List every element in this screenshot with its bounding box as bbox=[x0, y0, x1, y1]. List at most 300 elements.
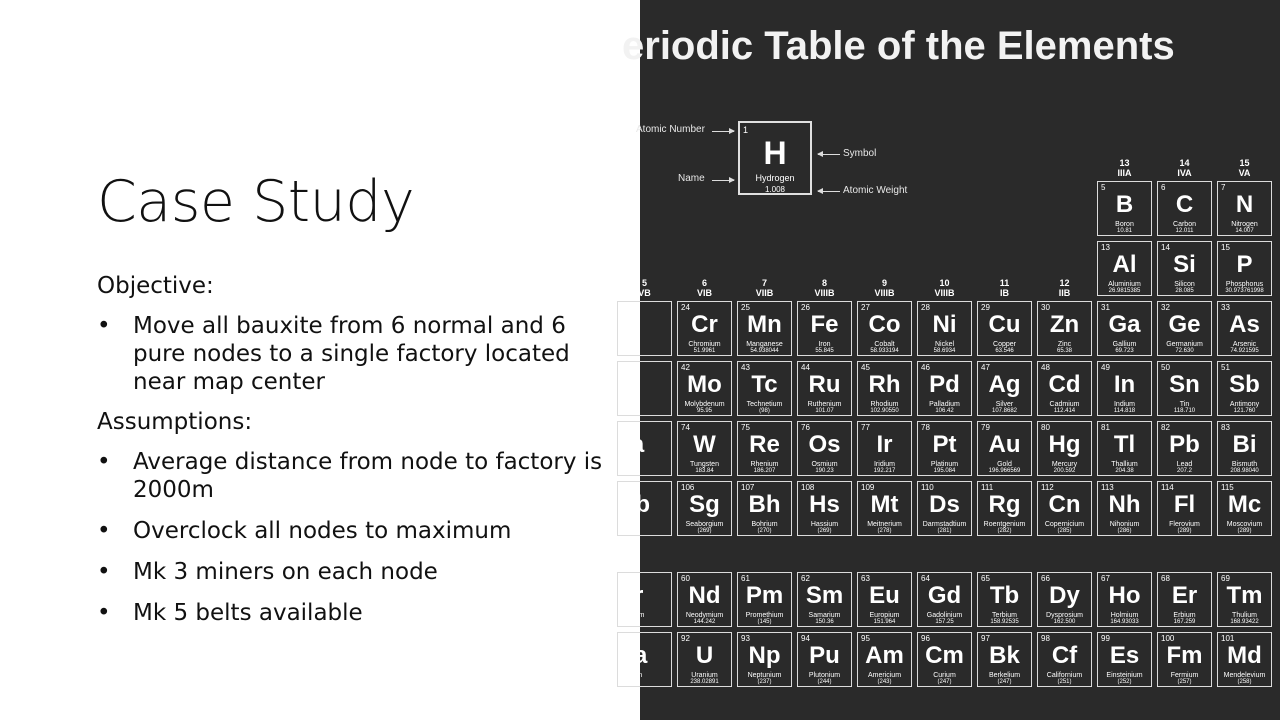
list-item-text: Mk 5 belts available bbox=[133, 600, 363, 626]
element-weight: (98) bbox=[759, 408, 770, 414]
bullet-icon: • bbox=[97, 313, 111, 339]
element-cell bbox=[797, 632, 852, 687]
element-name: Palladium bbox=[929, 401, 960, 408]
group-header bbox=[1217, 158, 1272, 178]
element-cell bbox=[677, 301, 732, 356]
element-symbol: Co bbox=[868, 311, 901, 338]
element-cell bbox=[917, 421, 972, 476]
element-cell bbox=[1157, 241, 1212, 296]
element-cell bbox=[677, 481, 732, 536]
element-weight: 118.710 bbox=[1173, 408, 1196, 414]
element-weight: 54.938044 bbox=[750, 348, 779, 354]
element-weight: 121.760 bbox=[1233, 408, 1256, 414]
list-item bbox=[97, 448, 607, 504]
element-number: 109 bbox=[861, 483, 875, 492]
group-label: VIB bbox=[696, 288, 712, 298]
element-weight: 03588 bbox=[620, 679, 637, 685]
element-weight: (247) bbox=[937, 679, 952, 685]
element-name: Curium bbox=[933, 672, 956, 679]
element-name: Technetium bbox=[746, 401, 783, 408]
element-weight: 4788 bbox=[620, 468, 634, 474]
element-name: Gadolinium bbox=[926, 612, 963, 619]
element-number: 68 bbox=[1161, 574, 1170, 583]
element-name: Cobalt bbox=[874, 341, 895, 348]
element-symbol: Pa bbox=[618, 642, 648, 669]
element-cell bbox=[1037, 301, 1092, 356]
element-symbol: Tl bbox=[1113, 431, 1136, 458]
element-weight: 107.8682 bbox=[991, 408, 1018, 414]
element-number: 44 bbox=[801, 363, 810, 372]
element-symbol: Er bbox=[1171, 582, 1198, 609]
arrow-icon bbox=[818, 154, 840, 155]
element-name: Aluminium bbox=[1108, 281, 1141, 288]
element-number: 98 bbox=[1041, 634, 1050, 643]
group-number: 10 bbox=[939, 278, 950, 288]
objective-heading: Objective: bbox=[97, 273, 214, 299]
element-name: Fermium bbox=[1170, 672, 1199, 679]
element-cell bbox=[1037, 481, 1092, 536]
element-cell bbox=[677, 572, 732, 627]
element-cell bbox=[977, 361, 1032, 416]
element-number: 96 bbox=[921, 634, 930, 643]
element-number: 15 bbox=[1221, 243, 1230, 252]
element-cell bbox=[737, 301, 792, 356]
element-symbol: Pr bbox=[618, 582, 644, 609]
element-weight: 68) bbox=[620, 528, 629, 534]
element-symbol: Cf bbox=[1051, 642, 1078, 669]
element-symbol: Mn bbox=[747, 311, 782, 338]
element-weight: (286) bbox=[1117, 528, 1132, 534]
element-name: Bohrium bbox=[751, 521, 778, 528]
element-weight: 186.207 bbox=[753, 468, 776, 474]
element-symbol: Ni bbox=[932, 311, 957, 338]
element-symbol: Tc bbox=[751, 371, 778, 398]
element-weight: 157.25 bbox=[935, 619, 954, 625]
element-number: 24 bbox=[681, 303, 690, 312]
element-symbol: Tb bbox=[989, 582, 1020, 609]
assumptions-list bbox=[97, 448, 607, 627]
group-number: 8 bbox=[821, 278, 827, 288]
element-symbol: Cm bbox=[925, 642, 964, 669]
element-symbol: Pt bbox=[932, 431, 957, 458]
legend-number: 1 bbox=[743, 125, 749, 135]
element-symbol: Pb bbox=[1169, 431, 1200, 458]
element-weight: 106.42 bbox=[935, 408, 954, 414]
element-name: Seaborgium bbox=[685, 521, 724, 528]
element-symbol: Pd bbox=[929, 371, 960, 398]
element-name: Flerovium bbox=[1169, 521, 1200, 528]
element-number: 74 bbox=[681, 423, 690, 432]
element-symbol: Am bbox=[865, 642, 904, 669]
element-weight: 150.36 bbox=[815, 619, 834, 625]
element-cell bbox=[1037, 421, 1092, 476]
list-item-text: Move all bauxite from 6 normal and 6 pure nodes to a single factory located near map center bbox=[133, 313, 570, 395]
element-cell bbox=[737, 481, 792, 536]
element-name: Gold bbox=[997, 461, 1012, 468]
element-weight: 158.92535 bbox=[990, 619, 1019, 625]
element-weight: 26.9815385 bbox=[1108, 288, 1141, 294]
element-cell bbox=[1217, 181, 1272, 236]
element-symbol: Gd bbox=[927, 582, 962, 609]
element-number: 13 bbox=[1101, 243, 1110, 252]
element-name: Chromium bbox=[688, 341, 721, 348]
element-number: 80 bbox=[1041, 423, 1050, 432]
element-number: 108 bbox=[801, 483, 815, 492]
element-cell bbox=[1217, 481, 1272, 536]
element-weight: 190.23 bbox=[815, 468, 834, 474]
element-symbol: Sb bbox=[1229, 371, 1260, 398]
group-label: VIIIB bbox=[874, 288, 895, 298]
element-cell bbox=[617, 361, 672, 416]
element-name: Copper bbox=[993, 341, 1016, 348]
element-cell bbox=[1097, 632, 1152, 687]
element-weight: 95.95 bbox=[696, 408, 712, 414]
element-weight: (278) bbox=[877, 528, 892, 534]
legend-name-label: Name bbox=[678, 173, 705, 184]
element-symbol: Os bbox=[808, 431, 841, 458]
element-number: 82 bbox=[1161, 423, 1170, 432]
element-weight: (282) bbox=[997, 528, 1012, 534]
element-number: 112 bbox=[1041, 483, 1054, 492]
element-number: 95 bbox=[861, 634, 870, 643]
element-weight: 14.007 bbox=[1235, 228, 1254, 234]
element-number: 7 bbox=[1221, 183, 1226, 192]
group-label: IIB bbox=[1058, 288, 1071, 298]
element-weight: 207.2 bbox=[1176, 468, 1192, 474]
element-cell bbox=[617, 301, 672, 356]
arrow-icon bbox=[712, 180, 734, 181]
group-label: IVA bbox=[1177, 168, 1192, 178]
element-weight: 65.38 bbox=[1056, 348, 1072, 354]
element-symbol: Si bbox=[1173, 251, 1196, 278]
element-cell bbox=[797, 481, 852, 536]
element-name: Nihonium bbox=[1109, 521, 1140, 528]
group-number: 11 bbox=[999, 278, 1010, 288]
element-symbol: Al bbox=[1112, 251, 1137, 278]
element-cell bbox=[617, 421, 672, 476]
element-symbol: Tm bbox=[1226, 582, 1263, 609]
assumptions-heading: Assumptions: bbox=[97, 409, 253, 435]
group-label: VIIIB bbox=[934, 288, 955, 298]
element-weight: (269) bbox=[697, 528, 712, 534]
element-symbol: P bbox=[1236, 251, 1253, 278]
element-weight: 164.93033 bbox=[1110, 619, 1139, 625]
list-item bbox=[97, 517, 607, 545]
element-weight: 58.933194 bbox=[870, 348, 899, 354]
group-header bbox=[677, 278, 732, 298]
element-name: Platinum bbox=[930, 461, 959, 468]
element-cell bbox=[677, 361, 732, 416]
element-name: Meitnerium bbox=[867, 521, 902, 528]
element-number: 47 bbox=[981, 363, 990, 372]
element-weight: 162.500 bbox=[1053, 619, 1076, 625]
element-cell bbox=[1097, 572, 1152, 627]
element-number: 60 bbox=[681, 574, 690, 583]
element-symbol: Eu bbox=[869, 582, 900, 609]
element-number: 97 bbox=[981, 634, 990, 643]
element-number: 42 bbox=[681, 363, 690, 372]
element-weight: (269) bbox=[817, 528, 832, 534]
element-cell bbox=[1217, 572, 1272, 627]
group-number: 5 bbox=[641, 278, 647, 288]
element-name: Germanium bbox=[1166, 341, 1203, 348]
element-weight: 192.217 bbox=[873, 468, 896, 474]
element-name: Rhodium bbox=[870, 401, 899, 408]
group-label: VIIB bbox=[755, 288, 774, 298]
element-cell bbox=[917, 301, 972, 356]
element-cell bbox=[797, 301, 852, 356]
element-name: Molybdenum bbox=[684, 401, 725, 408]
element-name: Osmium bbox=[811, 461, 838, 468]
element-number: 45 bbox=[861, 363, 870, 372]
element-name: Terbium bbox=[992, 612, 1017, 619]
legend-name: Hydrogen bbox=[755, 173, 795, 183]
element-symbol: In bbox=[1113, 371, 1136, 398]
element-number: 65 bbox=[981, 574, 990, 583]
element-number: 49 bbox=[1101, 363, 1110, 372]
element-weight: 144.242 bbox=[693, 619, 716, 625]
element-cell bbox=[797, 572, 852, 627]
group-header bbox=[1157, 158, 1212, 178]
element-cell bbox=[617, 632, 672, 687]
legend-atomic-number-label: Atomic Number bbox=[636, 124, 705, 135]
element-symbol: Ag bbox=[988, 371, 1021, 398]
group-number: 7 bbox=[761, 278, 767, 288]
element-symbol: Sg bbox=[689, 491, 720, 518]
group-label: IIIA bbox=[1117, 168, 1132, 178]
list-item bbox=[97, 558, 607, 586]
element-number: 79 bbox=[981, 423, 990, 432]
element-name: Gallium bbox=[1112, 341, 1137, 348]
element-symbol: C bbox=[1175, 191, 1194, 218]
element-name: Mendelevium bbox=[1223, 672, 1266, 679]
element-symbol: Sm bbox=[805, 582, 844, 609]
element-symbol: Bi bbox=[1232, 431, 1257, 458]
group-number: 14 bbox=[1179, 158, 1190, 168]
element-name: Phosphorus bbox=[1225, 281, 1264, 288]
element-cell bbox=[1097, 421, 1152, 476]
element-name: Uranium bbox=[691, 672, 718, 679]
element-weight: 183.84 bbox=[695, 468, 714, 474]
element-symbol: Ho bbox=[1108, 582, 1141, 609]
group-header bbox=[977, 278, 1032, 298]
element-symbol: Cu bbox=[988, 311, 1021, 338]
element-name: Californium bbox=[1046, 672, 1083, 679]
group-header bbox=[617, 278, 672, 298]
element-cell bbox=[977, 301, 1032, 356]
element-symbol: Hg bbox=[1048, 431, 1081, 458]
group-header bbox=[797, 278, 852, 298]
element-number: 76 bbox=[801, 423, 810, 432]
element-cell bbox=[1157, 361, 1212, 416]
element-number: 63 bbox=[861, 574, 870, 583]
element-number: 115 bbox=[1221, 483, 1234, 492]
element-weight: 58.6934 bbox=[933, 348, 956, 354]
element-name: Cadmium bbox=[1049, 401, 1080, 408]
objective-list bbox=[97, 312, 607, 396]
element-weight: (252) bbox=[1117, 679, 1132, 685]
element-cell bbox=[677, 632, 732, 687]
element-symbol: U bbox=[695, 642, 714, 669]
element-symbol: Nh bbox=[1108, 491, 1141, 518]
element-cell bbox=[1217, 361, 1272, 416]
element-name: Americium bbox=[867, 672, 902, 679]
element-symbol: Re bbox=[749, 431, 780, 458]
element-cell bbox=[977, 572, 1032, 627]
element-symbol: Ge bbox=[1168, 311, 1201, 338]
element-number: 110 bbox=[921, 483, 934, 492]
group-label: VB bbox=[638, 288, 651, 298]
element-weight: 151.964 bbox=[873, 619, 896, 625]
element-weight: 168.93422 bbox=[1230, 619, 1259, 625]
element-number: 43 bbox=[741, 363, 750, 372]
element-weight: (237) bbox=[757, 679, 772, 685]
element-number: 27 bbox=[861, 303, 870, 312]
element-symbol: Ir bbox=[876, 431, 893, 458]
group-header bbox=[737, 278, 792, 298]
element-name: Plutonium bbox=[808, 672, 841, 679]
element-weight: (243) bbox=[877, 679, 892, 685]
element-number: 77 bbox=[861, 423, 870, 432]
element-cell bbox=[1217, 241, 1272, 296]
periodic-table-title: eriodic Table of the Elements bbox=[622, 24, 1175, 68]
element-symbol: Ds bbox=[929, 491, 960, 518]
element-number: 94 bbox=[801, 634, 810, 643]
group-number: 15 bbox=[1239, 158, 1250, 168]
element-symbol: Nd bbox=[688, 582, 721, 609]
element-name: Tungsten bbox=[690, 461, 719, 468]
element-weight: (289) bbox=[1237, 528, 1252, 534]
slide-title: Case Study bbox=[97, 169, 415, 235]
element-name: Indium bbox=[1113, 401, 1135, 408]
element-symbol: N bbox=[1235, 191, 1254, 218]
element-name: Nickel bbox=[934, 341, 955, 348]
element-weight: 208.98040 bbox=[1230, 468, 1259, 474]
element-name: Antimony bbox=[1229, 401, 1260, 408]
element-name: Manganese bbox=[746, 341, 783, 348]
legend-weight: 1.008 bbox=[764, 185, 786, 194]
element-symbol: Ga bbox=[1108, 311, 1141, 338]
element-cell bbox=[1097, 241, 1152, 296]
element-weight: 238.02891 bbox=[690, 679, 719, 685]
element-cell bbox=[857, 481, 912, 536]
element-symbol: As bbox=[1229, 311, 1260, 338]
element-cell bbox=[917, 572, 972, 627]
element-name: alum bbox=[620, 461, 636, 468]
element-name: Lead bbox=[1176, 461, 1193, 468]
element-cell bbox=[857, 301, 912, 356]
element-symbol: Mc bbox=[1227, 491, 1262, 518]
element-number: 106 bbox=[681, 483, 695, 492]
element-weight: 9415 bbox=[620, 348, 634, 354]
group-label: IB bbox=[1000, 288, 1009, 298]
element-cell bbox=[677, 421, 732, 476]
element-weight: (289) bbox=[1177, 528, 1192, 534]
element-symbol: Ta bbox=[618, 431, 645, 458]
periodic-table-image bbox=[618, 0, 1280, 720]
element-name: Boron bbox=[1115, 221, 1134, 228]
element-cell bbox=[1157, 421, 1212, 476]
element-cell bbox=[617, 572, 672, 627]
element-symbol: Rh bbox=[868, 371, 901, 398]
element-number: 100 bbox=[1161, 634, 1175, 643]
element-symbol: Mt bbox=[870, 491, 899, 518]
bullet-icon: • bbox=[97, 518, 111, 544]
element-name: Rhenium bbox=[750, 461, 779, 468]
element-symbol: Fm bbox=[1166, 642, 1203, 669]
element-weight: 63.546 bbox=[995, 348, 1014, 354]
element-name: Carbon bbox=[1173, 221, 1196, 228]
arrow-icon bbox=[818, 191, 840, 192]
element-weight: 12.011 bbox=[1175, 228, 1194, 234]
list-item bbox=[97, 312, 607, 396]
element-weight: 74.921595 bbox=[1230, 348, 1259, 354]
group-number: 12 bbox=[1059, 278, 1070, 288]
element-cell bbox=[1217, 301, 1272, 356]
element-weight: 101.07 bbox=[815, 408, 834, 414]
element-number: 64 bbox=[921, 574, 930, 583]
element-number: 29 bbox=[981, 303, 990, 312]
element-symbol: V bbox=[618, 311, 635, 338]
element-cell bbox=[1157, 301, 1212, 356]
element-weight: (270) bbox=[757, 528, 772, 534]
element-name: dymium bbox=[620, 612, 645, 619]
element-symbol: Dy bbox=[1049, 582, 1080, 609]
element-weight: 102.90550 bbox=[870, 408, 899, 414]
element-cell bbox=[977, 421, 1032, 476]
legend-symbol-label: Symbol bbox=[843, 148, 877, 159]
element-symbol: Rg bbox=[988, 491, 1021, 518]
group-number: 13 bbox=[1119, 158, 1130, 168]
element-symbol: B bbox=[1115, 191, 1134, 218]
element-weight: 204.38 bbox=[1115, 468, 1134, 474]
element-cell bbox=[1097, 181, 1152, 236]
element-number: 14 bbox=[1161, 243, 1170, 252]
element-number: 111 bbox=[981, 483, 994, 492]
element-name: Neptunium bbox=[747, 672, 782, 679]
element-cell bbox=[977, 632, 1032, 687]
element-name: Arsenic bbox=[1232, 341, 1257, 348]
element-cell bbox=[617, 481, 672, 536]
element-name: Thulium bbox=[1232, 612, 1257, 619]
element-symbol: Bk bbox=[989, 642, 1020, 669]
element-weight: 114.818 bbox=[1113, 408, 1136, 414]
element-number: 67 bbox=[1101, 574, 1110, 583]
element-weight: (247) bbox=[997, 679, 1012, 685]
element-cell bbox=[1097, 301, 1152, 356]
element-number: 78 bbox=[921, 423, 930, 432]
element-name: ctinium bbox=[620, 672, 643, 679]
element-symbol: Au bbox=[988, 431, 1021, 458]
legend-symbol: H bbox=[763, 135, 787, 171]
element-cell bbox=[857, 421, 912, 476]
element-cell bbox=[857, 572, 912, 627]
list-item-text: Average distance from node to factory is 2000m bbox=[133, 449, 603, 503]
element-symbol: Hs bbox=[809, 491, 840, 518]
element-cell bbox=[1037, 632, 1092, 687]
element-cell bbox=[857, 632, 912, 687]
element-number: 107 bbox=[741, 483, 755, 492]
element-name: Berkelium bbox=[988, 672, 1021, 679]
element-weight: 55.845 bbox=[815, 348, 834, 354]
element-symbol: Ru bbox=[808, 371, 841, 398]
element-name: Mercury bbox=[1051, 461, 1078, 468]
element-number: 114 bbox=[1161, 483, 1174, 492]
element-name: Holmium bbox=[1110, 612, 1139, 619]
element-symbol: Fl bbox=[1173, 491, 1196, 518]
element-name: Samarium bbox=[808, 612, 841, 619]
element-number: 26 bbox=[801, 303, 810, 312]
